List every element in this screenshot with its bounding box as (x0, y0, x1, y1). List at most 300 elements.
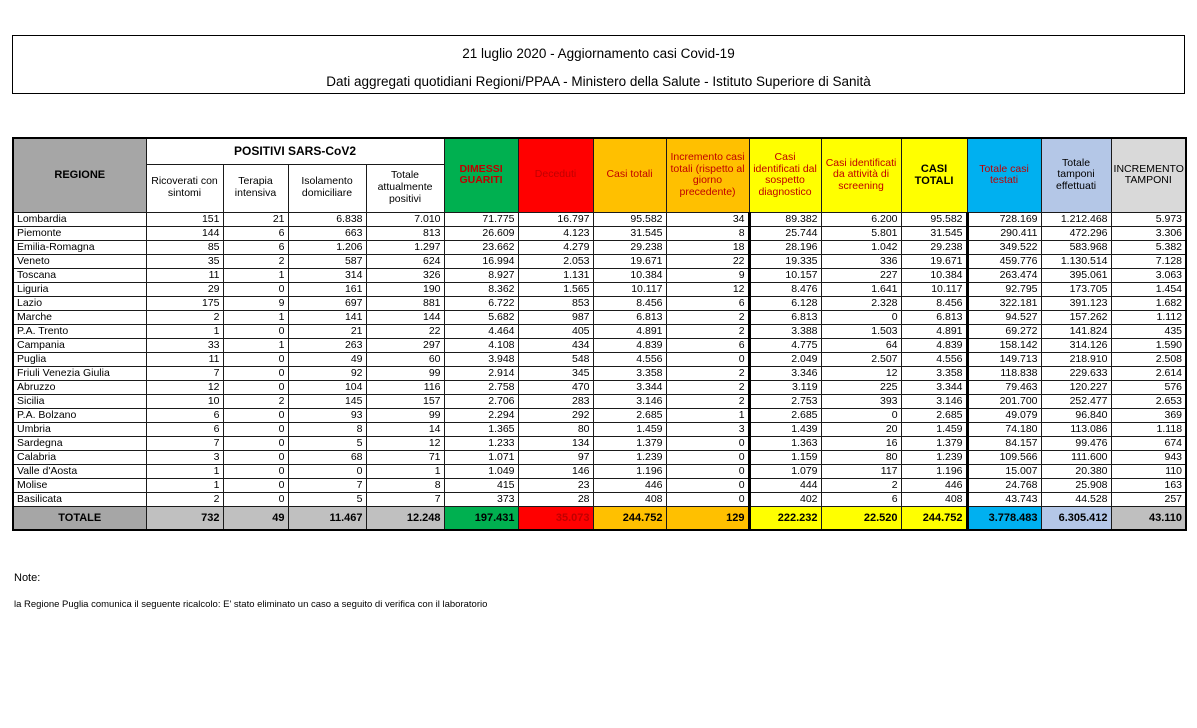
region-name: Friuli Venezia Giulia (13, 366, 146, 380)
cell-incremento-casi: 18 (666, 240, 749, 254)
cell-ricoverati-sintomi: 85 (146, 240, 223, 254)
table-row (13, 254, 1186, 268)
cell-totale-positivi: 190 (366, 282, 444, 296)
cell-casi-testati: 92.795 (967, 282, 1041, 296)
cell-incremento-casi: 22 (666, 254, 749, 268)
cell-totale-positivi: 60 (366, 352, 444, 366)
cell-isolamento-domiciliare: 1.206 (288, 240, 366, 254)
cell-casi-totali: 4.556 (593, 352, 666, 366)
cell-sospetto-diagnostico: 1.363 (749, 436, 821, 450)
cell-screening: 0 (821, 408, 901, 422)
cell-terapia-intensiva: 0 (223, 282, 288, 296)
cell-terapia-intensiva: 9 (223, 296, 288, 310)
cell-incremento-casi: 34 (666, 212, 749, 226)
cell-totale-positivi: 326 (366, 268, 444, 282)
cell-tamponi-effettuati: 1.212.468 (1041, 212, 1111, 226)
cell-ricoverati-sintomi: 10 (146, 394, 223, 408)
cell-casi-totali-caps: 1.379 (901, 436, 967, 450)
cell-screening: 16 (821, 436, 901, 450)
cell-screening: 227 (821, 268, 901, 282)
cell-casi-totali-caps: 3.358 (901, 366, 967, 380)
cell-ricoverati-sintomi: 1 (146, 478, 223, 492)
cell-deceduti: 4.123 (518, 226, 593, 240)
cell-totale-positivi: 624 (366, 254, 444, 268)
cell-terapia-intensiva: 2 (223, 394, 288, 408)
cell-deceduti: 345 (518, 366, 593, 380)
cell-ricoverati-sintomi: 33 (146, 338, 223, 352)
cell-totale-positivi: 22 (366, 324, 444, 338)
table-row (13, 240, 1186, 254)
cell-tamponi-effettuati: 96.840 (1041, 408, 1111, 422)
cell-incremento-tamponi: 1.112 (1111, 310, 1186, 324)
cell-ricoverati-sintomi: 1 (146, 464, 223, 478)
cell-terapia-intensiva: 0 (223, 450, 288, 464)
cell-deceduti: 2.053 (518, 254, 593, 268)
cell-ricoverati-sintomi: 2 (146, 492, 223, 506)
cell-totale-positivi: 99 (366, 408, 444, 422)
cell-incremento-tamponi: 5.973 (1111, 212, 1186, 226)
cell-terapia-intensiva: 6 (223, 226, 288, 240)
cell-totale-positivi: 7.010 (366, 212, 444, 226)
cell-totale-positivi: 99 (366, 366, 444, 380)
totale-cell-sospetto-diagnostico: 222.232 (749, 506, 821, 530)
table-row (13, 380, 1186, 394)
cell-casi-totali-caps: 3.344 (901, 380, 967, 394)
table-row (13, 282, 1186, 296)
cell-tamponi-effettuati: 1.130.514 (1041, 254, 1111, 268)
cell-screening: 1.042 (821, 240, 901, 254)
cell-casi-totali-caps: 1.459 (901, 422, 967, 436)
cell-deceduti: 1.131 (518, 268, 593, 282)
cell-screening: 225 (821, 380, 901, 394)
region-name: Molise (13, 478, 146, 492)
cell-dimessi-guariti: 1.049 (444, 464, 518, 478)
cell-screening: 20 (821, 422, 901, 436)
cell-tamponi-effettuati: 157.262 (1041, 310, 1111, 324)
cell-incremento-casi: 0 (666, 478, 749, 492)
cell-sospetto-diagnostico: 25.744 (749, 226, 821, 240)
cell-casi-totali: 6.813 (593, 310, 666, 324)
cell-tamponi-effettuati: 25.908 (1041, 478, 1111, 492)
cell-isolamento-domiciliare: 0 (288, 464, 366, 478)
report-subtitle: Dati aggregati quotidiani Regioni/PPAA - Ministero della Salute - Istituto Superiore di Sanità (326, 74, 871, 89)
cell-terapia-intensiva: 0 (223, 492, 288, 506)
cell-tamponi-effettuati: 391.123 (1041, 296, 1111, 310)
cell-casi-totali-caps: 29.238 (901, 240, 967, 254)
cell-incremento-casi: 0 (666, 464, 749, 478)
cell-terapia-intensiva: 0 (223, 408, 288, 422)
table-row (13, 464, 1186, 478)
totale-cell-totale-positivi: 12.248 (366, 506, 444, 530)
cell-isolamento-domiciliare: 5 (288, 492, 366, 506)
cell-dimessi-guariti: 71.775 (444, 212, 518, 226)
totale-cell-dimessi-guariti: 197.431 (444, 506, 518, 530)
cell-dimessi-guariti: 2.706 (444, 394, 518, 408)
cell-terapia-intensiva: 2 (223, 254, 288, 268)
cell-incremento-casi: 3 (666, 422, 749, 436)
totale-cell-casi-totali: 244.752 (593, 506, 666, 530)
cell-isolamento-domiciliare: 263 (288, 338, 366, 352)
cell-casi-totali: 31.545 (593, 226, 666, 240)
region-name: Lazio (13, 296, 146, 310)
totale-cell-deceduti: 35.073 (518, 506, 593, 530)
cell-casi-testati: 322.181 (967, 296, 1041, 310)
cell-casi-testati: 24.768 (967, 478, 1041, 492)
region-name: Calabria (13, 450, 146, 464)
table-row (13, 394, 1186, 408)
cell-tamponi-effettuati: 44.528 (1041, 492, 1111, 506)
cell-casi-totali-caps: 4.839 (901, 338, 967, 352)
cell-isolamento-domiciliare: 104 (288, 380, 366, 394)
totale-cell-casi-totali-caps: 244.752 (901, 506, 967, 530)
cell-sospetto-diagnostico: 1.079 (749, 464, 821, 478)
cell-dimessi-guariti: 2.294 (444, 408, 518, 422)
cell-ricoverati-sintomi: 3 (146, 450, 223, 464)
cell-incremento-casi: 9 (666, 268, 749, 282)
cell-deceduti: 28 (518, 492, 593, 506)
cell-tamponi-effettuati: 173.705 (1041, 282, 1111, 296)
cell-sospetto-diagnostico: 444 (749, 478, 821, 492)
region-name: Puglia (13, 352, 146, 366)
cell-casi-totali-caps: 1.196 (901, 464, 967, 478)
cell-casi-totali-caps: 4.891 (901, 324, 967, 338)
cell-sospetto-diagnostico: 6.128 (749, 296, 821, 310)
cell-sospetto-diagnostico: 1.439 (749, 422, 821, 436)
cell-dimessi-guariti: 23.662 (444, 240, 518, 254)
cell-terapia-intensiva: 0 (223, 436, 288, 450)
cell-incremento-tamponi: 163 (1111, 478, 1186, 492)
cell-incremento-tamponi: 369 (1111, 408, 1186, 422)
cell-isolamento-domiciliare: 92 (288, 366, 366, 380)
region-name: Marche (13, 310, 146, 324)
cell-casi-testati: 43.743 (967, 492, 1041, 506)
cell-totale-positivi: 116 (366, 380, 444, 394)
cell-casi-testati: 74.180 (967, 422, 1041, 436)
cell-incremento-casi: 0 (666, 352, 749, 366)
cell-terapia-intensiva: 0 (223, 366, 288, 380)
cell-incremento-tamponi: 3.306 (1111, 226, 1186, 240)
cell-deceduti: 470 (518, 380, 593, 394)
cell-casi-testati: 158.142 (967, 338, 1041, 352)
cell-isolamento-domiciliare: 8 (288, 422, 366, 436)
table-row (13, 212, 1186, 226)
cell-casi-testati: 109.566 (967, 450, 1041, 464)
header-incremento-tamponi: INCREMENTO TAMPONI (1111, 138, 1186, 212)
cell-casi-totali: 1.379 (593, 436, 666, 450)
cell-terapia-intensiva: 6 (223, 240, 288, 254)
cell-sospetto-diagnostico: 402 (749, 492, 821, 506)
header-regione: REGIONE (13, 138, 146, 212)
cell-terapia-intensiva: 1 (223, 338, 288, 352)
cell-totale-positivi: 8 (366, 478, 444, 492)
cell-screening: 2.507 (821, 352, 901, 366)
cell-totale-positivi: 813 (366, 226, 444, 240)
table-body (13, 212, 1186, 530)
cell-casi-totali: 446 (593, 478, 666, 492)
region-name: Abruzzo (13, 380, 146, 394)
cell-incremento-tamponi: 1.682 (1111, 296, 1186, 310)
cell-isolamento-domiciliare: 93 (288, 408, 366, 422)
cell-casi-totali-caps: 8.456 (901, 296, 967, 310)
header-screening: Casi identificati da attività di screening (821, 138, 901, 212)
region-name: Emilia-Romagna (13, 240, 146, 254)
cell-screening: 80 (821, 450, 901, 464)
cell-casi-testati: 15.007 (967, 464, 1041, 478)
notes-heading: Note: (14, 572, 41, 584)
cell-tamponi-effettuati: 395.061 (1041, 268, 1111, 282)
cell-casi-totali: 408 (593, 492, 666, 506)
cell-isolamento-domiciliare: 7 (288, 478, 366, 492)
cell-ricoverati-sintomi: 2 (146, 310, 223, 324)
cell-deceduti: 283 (518, 394, 593, 408)
cell-casi-totali-caps: 19.671 (901, 254, 967, 268)
cell-tamponi-effettuati: 229.633 (1041, 366, 1111, 380)
cell-tamponi-effettuati: 141.824 (1041, 324, 1111, 338)
cell-casi-totali-caps: 3.146 (901, 394, 967, 408)
cell-deceduti: 4.279 (518, 240, 593, 254)
cell-incremento-tamponi: 7.128 (1111, 254, 1186, 268)
cell-terapia-intensiva: 0 (223, 422, 288, 436)
cell-isolamento-domiciliare: 68 (288, 450, 366, 464)
totale-cell-screening: 22.520 (821, 506, 901, 530)
region-name: Toscana (13, 268, 146, 282)
cell-casi-totali-caps: 1.239 (901, 450, 967, 464)
cell-casi-totali: 8.456 (593, 296, 666, 310)
cell-casi-totali-caps: 95.582 (901, 212, 967, 226)
cell-deceduti: 434 (518, 338, 593, 352)
cell-ricoverati-sintomi: 7 (146, 436, 223, 450)
region-name: P.A. Bolzano (13, 408, 146, 422)
table-row (13, 352, 1186, 366)
cell-ricoverati-sintomi: 11 (146, 352, 223, 366)
header-sospetto-diagnostico: Casi identificati dal sospetto diagnostico (749, 138, 821, 212)
region-name: Piemonte (13, 226, 146, 240)
cell-totale-positivi: 1.297 (366, 240, 444, 254)
totale-label: TOTALE (13, 506, 146, 530)
cell-dimessi-guariti: 6.722 (444, 296, 518, 310)
covid-data-table (12, 137, 1187, 531)
cell-terapia-intensiva: 0 (223, 352, 288, 366)
cell-totale-positivi: 71 (366, 450, 444, 464)
cell-dimessi-guariti: 3.948 (444, 352, 518, 366)
cell-dimessi-guariti: 2.914 (444, 366, 518, 380)
region-name: Sardegna (13, 436, 146, 450)
cell-terapia-intensiva: 0 (223, 380, 288, 394)
cell-screening: 64 (821, 338, 901, 352)
cell-incremento-tamponi: 110 (1111, 464, 1186, 478)
cell-ricoverati-sintomi: 6 (146, 422, 223, 436)
cell-incremento-casi: 2 (666, 366, 749, 380)
cell-screening: 336 (821, 254, 901, 268)
totale-cell-tamponi-effettuati: 6.305.412 (1041, 506, 1111, 530)
cell-incremento-casi: 2 (666, 310, 749, 324)
cell-terapia-intensiva: 21 (223, 212, 288, 226)
cell-isolamento-domiciliare: 49 (288, 352, 366, 366)
cell-screening: 12 (821, 366, 901, 380)
table-row (13, 226, 1186, 240)
cell-ricoverati-sintomi: 12 (146, 380, 223, 394)
cell-sospetto-diagnostico: 19.335 (749, 254, 821, 268)
cell-sospetto-diagnostico: 3.119 (749, 380, 821, 394)
cell-incremento-tamponi: 2.508 (1111, 352, 1186, 366)
cell-incremento-casi: 2 (666, 394, 749, 408)
cell-isolamento-domiciliare: 663 (288, 226, 366, 240)
cell-ricoverati-sintomi: 29 (146, 282, 223, 296)
cell-deceduti: 146 (518, 464, 593, 478)
cell-deceduti: 405 (518, 324, 593, 338)
cell-dimessi-guariti: 415 (444, 478, 518, 492)
cell-totale-positivi: 12 (366, 436, 444, 450)
header-dimessi-guariti: DIMESSI GUARITI (444, 138, 518, 212)
cell-incremento-casi: 1 (666, 408, 749, 422)
cell-casi-testati: 94.527 (967, 310, 1041, 324)
region-name: Lombardia (13, 212, 146, 226)
region-name: Basilicata (13, 492, 146, 506)
title-box (12, 35, 1185, 94)
cell-ricoverati-sintomi: 175 (146, 296, 223, 310)
cell-casi-totali-caps: 6.813 (901, 310, 967, 324)
cell-incremento-tamponi: 674 (1111, 436, 1186, 450)
cell-incremento-casi: 2 (666, 324, 749, 338)
cell-casi-totali-caps: 10.117 (901, 282, 967, 296)
table-row (13, 268, 1186, 282)
cell-casi-totali-caps: 10.384 (901, 268, 967, 282)
cell-screening: 0 (821, 310, 901, 324)
cell-tamponi-effettuati: 20.380 (1041, 464, 1111, 478)
header-positivi-group: POSITIVI SARS-CoV2 (146, 138, 444, 164)
cell-incremento-tamponi: 1.118 (1111, 422, 1186, 436)
table-row (13, 296, 1186, 310)
cell-tamponi-effettuati: 583.968 (1041, 240, 1111, 254)
cell-ricoverati-sintomi: 11 (146, 268, 223, 282)
cell-casi-totali: 3.358 (593, 366, 666, 380)
cell-isolamento-domiciliare: 161 (288, 282, 366, 296)
cell-sospetto-diagnostico: 3.346 (749, 366, 821, 380)
table-row (13, 450, 1186, 464)
cell-screening: 6.200 (821, 212, 901, 226)
cell-casi-testati: 349.522 (967, 240, 1041, 254)
cell-casi-totali: 4.891 (593, 324, 666, 338)
cell-incremento-tamponi: 5.382 (1111, 240, 1186, 254)
cell-casi-testati: 84.157 (967, 436, 1041, 450)
header-casi-totali-caps: CASI TOTALI (901, 138, 967, 212)
report-title: 21 luglio 2020 - Aggiornamento casi Covid-19 (462, 46, 735, 61)
cell-totale-positivi: 1 (366, 464, 444, 478)
region-name: P.A. Trento (13, 324, 146, 338)
totale-cell-isolamento-domiciliare: 11.467 (288, 506, 366, 530)
cell-sospetto-diagnostico: 89.382 (749, 212, 821, 226)
cell-incremento-tamponi: 2.614 (1111, 366, 1186, 380)
header-casi-totali: Casi totali (593, 138, 666, 212)
cell-sospetto-diagnostico: 3.388 (749, 324, 821, 338)
totale-cell-terapia-intensiva: 49 (223, 506, 288, 530)
cell-sospetto-diagnostico: 2.049 (749, 352, 821, 366)
cell-tamponi-effettuati: 472.296 (1041, 226, 1111, 240)
cell-incremento-casi: 0 (666, 436, 749, 450)
totale-cell-incremento-casi: 129 (666, 506, 749, 530)
totale-cell-casi-testati: 3.778.483 (967, 506, 1041, 530)
header-tamponi-effettuati: Totale tamponi effettuati (1041, 138, 1111, 212)
cell-incremento-tamponi: 1.454 (1111, 282, 1186, 296)
header-isolamento-domiciliare: Isolamento domiciliare (288, 164, 366, 212)
cell-screening: 1.503 (821, 324, 901, 338)
cell-ricoverati-sintomi: 35 (146, 254, 223, 268)
cell-dimessi-guariti: 1.233 (444, 436, 518, 450)
cell-dimessi-guariti: 5.682 (444, 310, 518, 324)
table-row (13, 324, 1186, 338)
cell-tamponi-effettuati: 252.477 (1041, 394, 1111, 408)
cell-isolamento-domiciliare: 141 (288, 310, 366, 324)
cell-casi-totali-caps: 446 (901, 478, 967, 492)
cell-sospetto-diagnostico: 2.685 (749, 408, 821, 422)
cell-deceduti: 292 (518, 408, 593, 422)
cell-dimessi-guariti: 2.758 (444, 380, 518, 394)
cell-casi-totali: 95.582 (593, 212, 666, 226)
cell-terapia-intensiva: 1 (223, 310, 288, 324)
cell-casi-totali-caps: 408 (901, 492, 967, 506)
cell-casi-totali: 19.671 (593, 254, 666, 268)
cell-casi-testati: 201.700 (967, 394, 1041, 408)
cell-ricoverati-sintomi: 1 (146, 324, 223, 338)
cell-deceduti: 23 (518, 478, 593, 492)
cell-tamponi-effettuati: 314.126 (1041, 338, 1111, 352)
cell-ricoverati-sintomi: 7 (146, 366, 223, 380)
cell-sospetto-diagnostico: 8.476 (749, 282, 821, 296)
cell-screening: 1.641 (821, 282, 901, 296)
cell-totale-positivi: 14 (366, 422, 444, 436)
cell-incremento-casi: 6 (666, 296, 749, 310)
cell-dimessi-guariti: 8.362 (444, 282, 518, 296)
region-name: Liguria (13, 282, 146, 296)
cell-incremento-tamponi: 257 (1111, 492, 1186, 506)
cell-deceduti: 16.797 (518, 212, 593, 226)
table-row (13, 422, 1186, 436)
cell-terapia-intensiva: 0 (223, 464, 288, 478)
cell-isolamento-domiciliare: 5 (288, 436, 366, 450)
cell-casi-testati: 118.838 (967, 366, 1041, 380)
cell-incremento-tamponi: 435 (1111, 324, 1186, 338)
cell-casi-testati: 69.272 (967, 324, 1041, 338)
cell-ricoverati-sintomi: 6 (146, 408, 223, 422)
region-name: Umbria (13, 422, 146, 436)
cell-sospetto-diagnostico: 1.159 (749, 450, 821, 464)
region-name: Campania (13, 338, 146, 352)
cell-incremento-tamponi: 2.653 (1111, 394, 1186, 408)
header-casi-testati: Totale casi testati (967, 138, 1041, 212)
cell-deceduti: 853 (518, 296, 593, 310)
cell-deceduti: 548 (518, 352, 593, 366)
cell-incremento-casi: 6 (666, 338, 749, 352)
cell-casi-totali: 3.344 (593, 380, 666, 394)
cell-casi-testati: 263.474 (967, 268, 1041, 282)
cell-screening: 5.801 (821, 226, 901, 240)
cell-tamponi-effettuati: 120.227 (1041, 380, 1111, 394)
cell-isolamento-domiciliare: 314 (288, 268, 366, 282)
cell-ricoverati-sintomi: 151 (146, 212, 223, 226)
cell-sospetto-diagnostico: 2.753 (749, 394, 821, 408)
cell-tamponi-effettuati: 218.910 (1041, 352, 1111, 366)
cell-casi-totali: 10.117 (593, 282, 666, 296)
cell-isolamento-domiciliare: 697 (288, 296, 366, 310)
cell-dimessi-guariti: 4.108 (444, 338, 518, 352)
cell-tamponi-effettuati: 99.476 (1041, 436, 1111, 450)
cell-casi-totali: 1.196 (593, 464, 666, 478)
cell-tamponi-effettuati: 111.600 (1041, 450, 1111, 464)
table-row (13, 310, 1186, 324)
table-row (13, 478, 1186, 492)
header-ricoverati-sintomi: Ricoverati con sintomi (146, 164, 223, 212)
cell-casi-totali-caps: 2.685 (901, 408, 967, 422)
